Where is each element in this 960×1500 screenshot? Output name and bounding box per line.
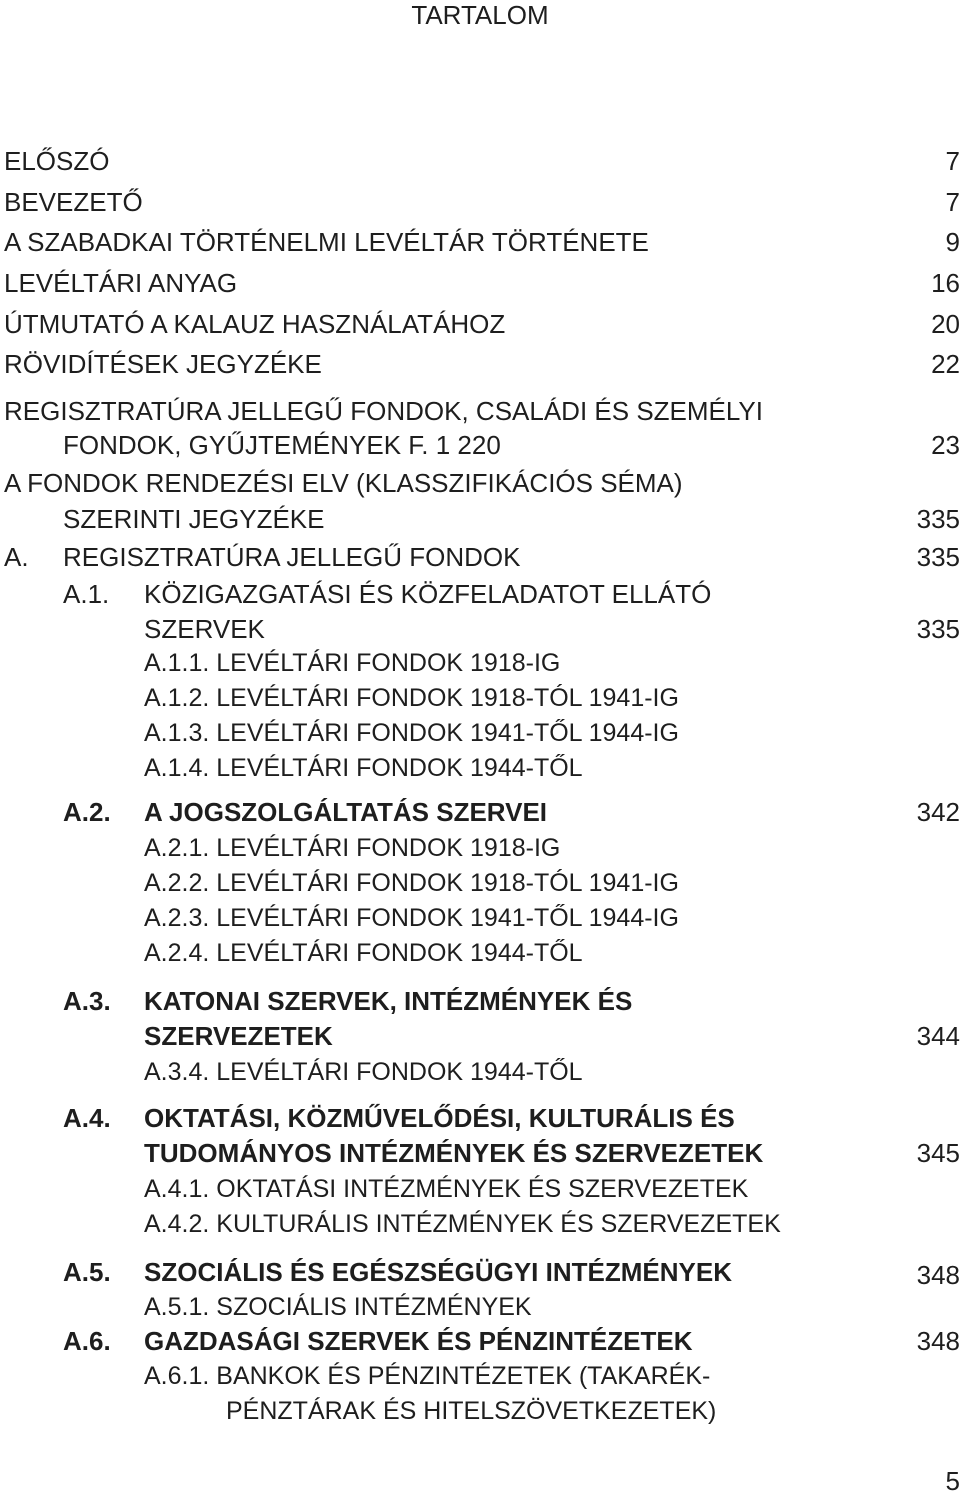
toc-entry-page: 335 xyxy=(916,542,960,572)
toc-entry-page: 345 xyxy=(916,1138,960,1168)
toc-entry-text: A.4.2. KULTURÁLIS INTÉZMÉNYEK ÉS SZERVEZETEK xyxy=(144,1210,781,1238)
toc-entry-text: A.2.3. LEVÉLTÁRI FONDOK 1941-TŐL 1944-IG xyxy=(144,904,679,932)
toc-entry-text: SZERVEZETEK xyxy=(144,1021,333,1051)
toc-entry-page: 16 xyxy=(931,268,960,298)
toc-entry-text: SZERINTI JEGYZÉKE xyxy=(63,504,325,534)
toc-entry-page: 7 xyxy=(945,146,960,176)
toc-entry-page: 335 xyxy=(916,614,960,644)
toc-entry-text: A.1.2. LEVÉLTÁRI FONDOK 1918-TÓL 1941-IG xyxy=(144,684,679,712)
toc-entry-text: GAZDASÁGI SZERVEK ÉS PÉNZINTÉZETEK xyxy=(144,1326,693,1356)
page-number: 5 xyxy=(945,1466,960,1496)
toc-entry-text: A.4.1. OKTATÁSI INTÉZMÉNYEK ÉS SZERVEZETEK xyxy=(144,1175,749,1203)
toc-entry-text: A.6.1. BANKOK ÉS PÉNZINTÉZETEK (TAKARÉK- xyxy=(144,1362,711,1390)
toc-entry-text: FONDOK, GYŰJTEMÉNYEK F. 1 220 xyxy=(63,430,501,460)
toc-entry-text: KÖZIGAZGATÁSI ÉS KÖZFELADATOT ELLÁTÓ xyxy=(144,579,712,609)
toc-entry-text: REGISZTRATÚRA JELLEGŰ FONDOK, CSALÁDI ÉS SZEMÉLYI xyxy=(4,396,763,426)
toc-entry-number: A.5. xyxy=(63,1257,111,1287)
toc-entry-text: A.2.4. LEVÉLTÁRI FONDOK 1944-TŐL xyxy=(144,939,583,967)
toc-entry-text: BEVEZETŐ xyxy=(4,187,143,217)
toc-entry-page: 344 xyxy=(916,1021,960,1051)
toc-entry-text: ELŐSZÓ xyxy=(4,146,110,176)
toc-entry-text: OKTATÁSI, KÖZMŰVELŐDÉSI, KULTURÁLIS ÉS xyxy=(144,1103,735,1133)
page-title: TARTALOM xyxy=(411,0,549,30)
toc-entry-page: 348 xyxy=(916,1260,960,1290)
toc-entry-text: A FONDOK RENDEZÉSI ELV (KLASSZIFIKÁCIÓS SÉMA) xyxy=(4,468,683,498)
toc-entry-number: A.6. xyxy=(63,1326,111,1356)
toc-entry-text: A JOGSZOLGÁLTATÁS SZERVEI xyxy=(144,797,548,827)
toc-entry-number: A.2. xyxy=(63,797,111,827)
toc-entry-number: A. xyxy=(4,542,29,572)
toc-entry-text: A.2.2. LEVÉLTÁRI FONDOK 1918-TÓL 1941-IG xyxy=(144,869,679,897)
toc-entry-page: 342 xyxy=(916,797,960,827)
toc-entry-text: SZOCIÁLIS ÉS EGÉSZSÉGÜGYI INTÉZMÉNYEK xyxy=(144,1257,732,1287)
toc-entry-text: KATONAI SZERVEK, INTÉZMÉNYEK ÉS xyxy=(144,986,633,1016)
toc-entry-text: A SZABADKAI TÖRTÉNELMI LEVÉLTÁR TÖRTÉNETE xyxy=(4,227,649,257)
toc-entry-text: A.1.3. LEVÉLTÁRI FONDOK 1941-TŐL 1944-IG xyxy=(144,719,679,747)
toc-entry-text: SZERVEK xyxy=(144,614,265,644)
toc-entry-page: 9 xyxy=(945,227,960,257)
toc-entry-text: TUDOMÁNYOS INTÉZMÉNYEK ÉS SZERVEZETEK xyxy=(144,1138,764,1168)
toc-entry-text: REGISZTRATÚRA JELLEGŰ FONDOK xyxy=(63,542,521,572)
toc-entry-page: 7 xyxy=(945,187,960,217)
toc-entry-text: A.5.1. SZOCIÁLIS INTÉZMÉNYEK xyxy=(144,1293,532,1321)
toc-entry-text: A.3.4. LEVÉLTÁRI FONDOK 1944-TŐL xyxy=(144,1058,583,1086)
toc-entry-page: 20 xyxy=(931,309,960,339)
toc-entry-text: RÖVIDÍTÉSEK JEGYZÉKE xyxy=(4,349,322,379)
toc-entry-number: A.4. xyxy=(63,1103,111,1133)
toc-entry-page: 22 xyxy=(931,349,960,379)
toc-entry-page: 335 xyxy=(916,504,960,534)
toc-entry-text: A.1.4. LEVÉLTÁRI FONDOK 1944-TŐL xyxy=(144,754,583,782)
toc-entry-page: 348 xyxy=(916,1326,960,1356)
toc-entry-page: 23 xyxy=(931,430,960,460)
toc-entry-text: A.1.1. LEVÉLTÁRI FONDOK 1918-IG xyxy=(144,649,561,677)
toc-entry-text: A.2.1. LEVÉLTÁRI FONDOK 1918-IG xyxy=(144,834,561,862)
toc-entry-number: A.3. xyxy=(63,986,111,1016)
toc-entry-number: A.1. xyxy=(63,579,110,609)
toc-entry-text: ÚTMUTATÓ A KALAUZ HASZNÁLATÁHOZ xyxy=(4,309,506,339)
toc-entry-text: PÉNZTÁRAK ÉS HITELSZÖVETKEZETEK) xyxy=(226,1397,717,1425)
toc-entry-text: LEVÉLTÁRI ANYAG xyxy=(4,268,238,298)
